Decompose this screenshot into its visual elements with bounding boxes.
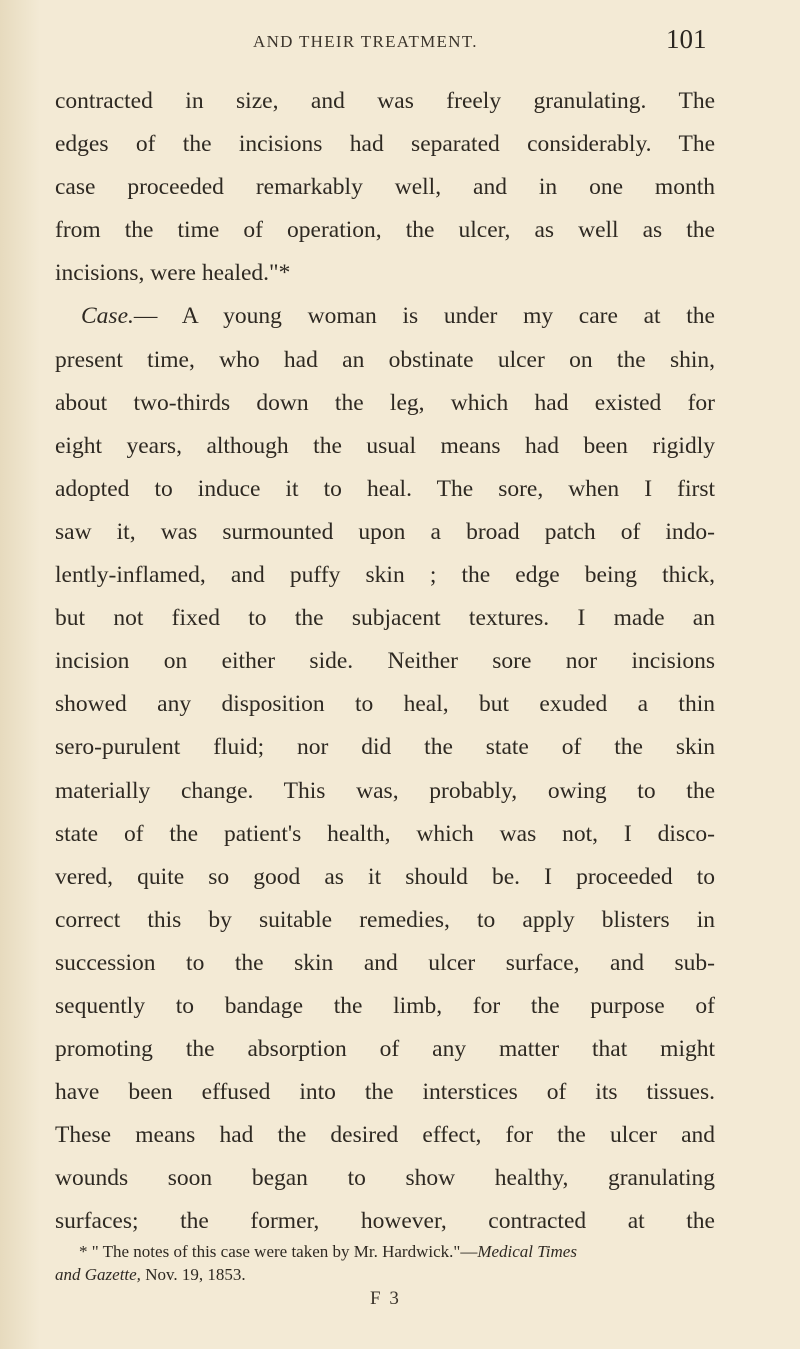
text-line: contracted in size, and was freely granulating. The [55, 88, 715, 114]
text-line: incisions, were healed."* [55, 260, 291, 287]
text-line: sequently to bandage the limb, for the purpose of [55, 992, 715, 1019]
footnote-source-title-cont: and Gazette, [55, 1265, 141, 1284]
footnote-line-2 [55, 1263, 715, 1286]
body-text [55, 80, 715, 1244]
text-line: about two-thirds down the leg, which had existed for [55, 389, 715, 416]
text-line: materially change. This was, probably, owing to the [55, 777, 715, 804]
footnote-text: * " The notes of this case were taken by Mr. Hardwick."— [79, 1242, 478, 1261]
footnote [55, 1240, 715, 1286]
text-line: have been effused into the interstices of its tissues. [55, 1079, 715, 1106]
footnote-source-title: Medical Times [477, 1242, 577, 1261]
text-line: lently-inflamed, and puffy skin ; the edge being thick, [55, 562, 715, 589]
text-line: — A young woman is under my care at the [133, 303, 715, 330]
case-paragraph-start [55, 295, 715, 338]
text-line: correct this by suitable remedies, to apply blisters in [55, 906, 715, 933]
text-line: sero-purulent fluid; nor did the state of the skin [55, 734, 715, 761]
case-label: Case. [81, 303, 134, 330]
text-line: incision on either side. Neither sore nor incisions [55, 648, 715, 675]
text-line: vered, quite so good as it should be. I proceeded to [55, 863, 715, 890]
text-line: wounds soon began to show healthy, granulating [55, 1165, 715, 1192]
text-line: edges of the incisions had separated considerably. The [55, 131, 715, 158]
running-head: AND THEIR TREATMENT. [253, 32, 478, 51]
text-line: eight years, although the usual means had been rigidly [55, 432, 715, 459]
text-line: showed any disposition to heal, but exuded a thin [55, 691, 715, 718]
text-line: from the time of operation, the ulcer, as well as the [55, 217, 715, 244]
footnote-date: Nov. 19, 1853. [140, 1265, 246, 1284]
page-header [0, 22, 800, 62]
page-number: 101 [666, 24, 707, 54]
text-line: case proceeded remarkably well, and in one month [55, 174, 715, 201]
text-line: promoting the absorption of any matter that might [55, 1036, 715, 1063]
signature-mark: F 3 [370, 1288, 401, 1309]
text-line: These means had the desired effect, for the ulcer and [55, 1122, 715, 1149]
text-line: adopted to induce it to heal. The sore, when I first [55, 475, 715, 502]
text-line: succession to the skin and ulcer surface, and sub- [55, 949, 715, 976]
text-line: surfaces; the former, however, contracted at the [55, 1208, 715, 1235]
text-line: but not fixed to the subjacent textures. I made an [55, 605, 715, 632]
text-line: saw it, was surmounted upon a broad patch of indo- [55, 518, 715, 545]
footnote-line-1 [55, 1240, 715, 1263]
text-line: present time, who had an obstinate ulcer on the shin, [55, 346, 715, 373]
text-line: state of the patient's health, which was not, I disco- [55, 820, 715, 847]
